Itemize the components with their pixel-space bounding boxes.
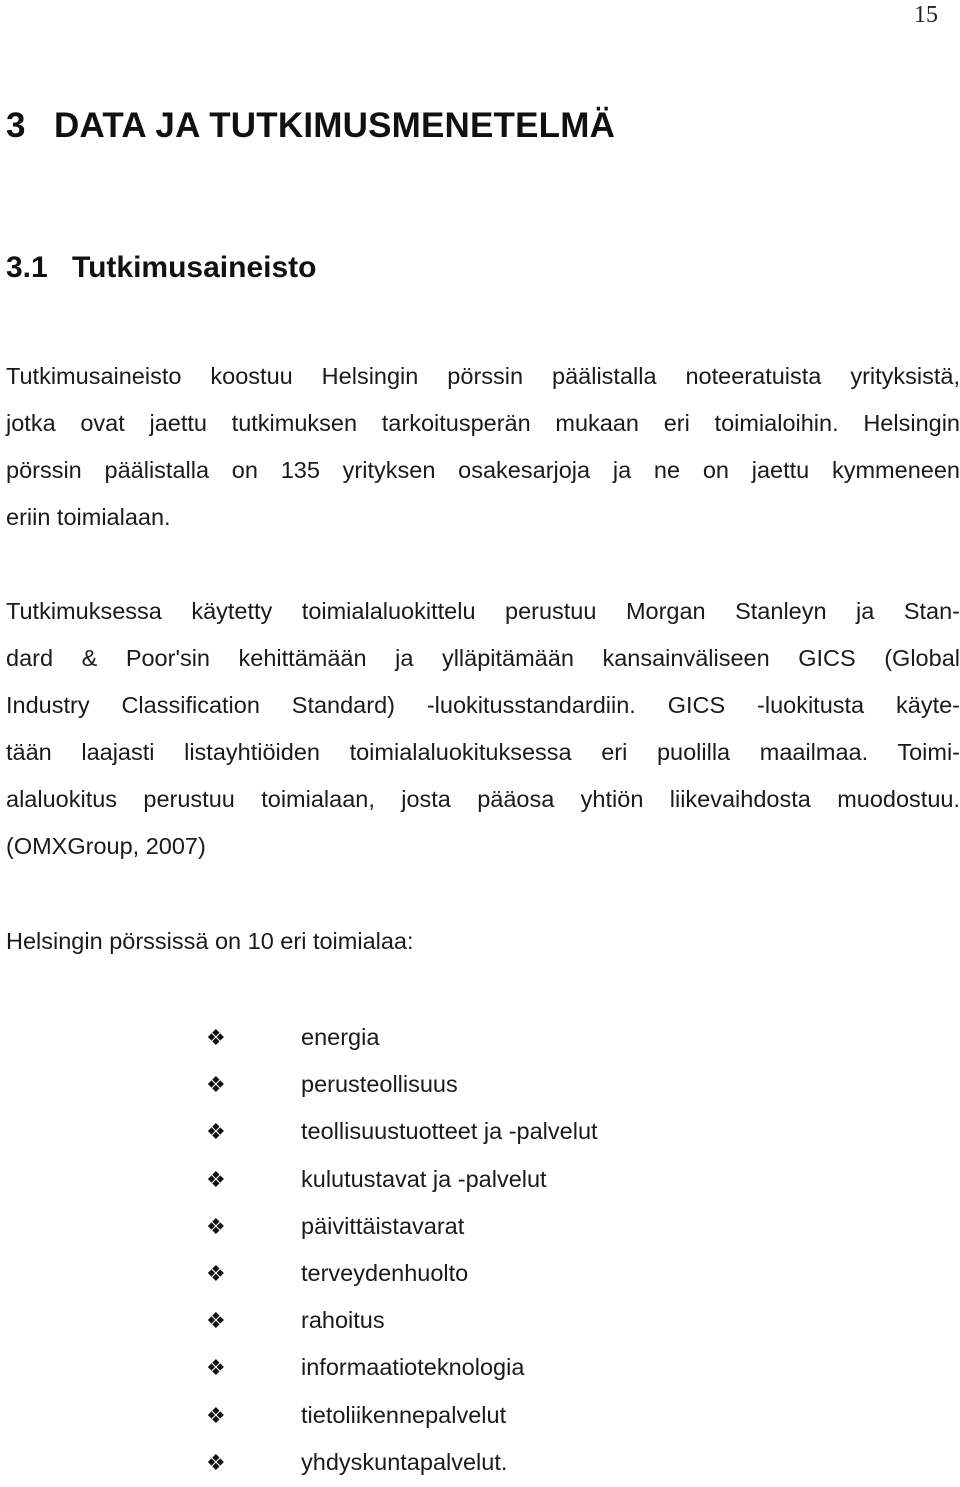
chapter-title-text: DATA JA TUTKIMUSMENETELMÄ: [54, 106, 616, 145]
industry-list-item: [206, 1061, 598, 1108]
section-number: 3.1: [6, 251, 48, 284]
industry-label: energia: [301, 1024, 380, 1050]
diamond-bullet-icon: ❖: [206, 1167, 226, 1193]
paragraph-line: jotka ovat jaettu tutkimuksen tarkoitusperän mukaan eri toimialoihin. Helsingin: [6, 410, 960, 436]
industry-list-item: [206, 1297, 598, 1344]
paragraph-line: alaluokitus perustuu toimialaan, josta pääosa yhtiön liikevaihdosta muodostuu.: [6, 786, 960, 812]
page-number: 15: [914, 2, 938, 28]
industry-label: yhdyskuntapalvelut.: [301, 1448, 508, 1475]
section-title-text: Tutkimusaineisto: [72, 251, 317, 284]
industry-list-item: [206, 1203, 598, 1250]
paragraph-line: Tutkimusaineisto koostuu Helsingin pörssin päälistalla noteeratuista yrityksistä,: [6, 363, 960, 389]
chapter-title: [6, 106, 615, 146]
paragraph-line: (OMXGroup, 2007): [6, 833, 206, 859]
paragraph-line: Tutkimuksessa käytetty toimialaluokittelu perustuu Morgan Stanleyn ja Stan-: [6, 598, 960, 624]
section-title: [6, 251, 316, 285]
diamond-bullet-icon: ❖: [206, 1356, 226, 1382]
paragraph-line: eriin toimialaan.: [6, 504, 171, 530]
industry-label: rahoitus: [301, 1307, 385, 1334]
industry-label: perusteollisuus: [301, 1071, 458, 1098]
paragraph-line: pörssin päälistalla on 135 yrityksen osakesarjoja ja ne on jaettu kymmeneen: [6, 457, 960, 483]
industry-label: informaatioteknologia: [301, 1354, 525, 1381]
industry-label: päivittäistavarat: [301, 1212, 465, 1239]
paragraph-industry-intro: [6, 918, 960, 965]
diamond-bullet-icon: ❖: [206, 1403, 226, 1429]
paragraph-line: Helsingin pörssissä on 10 eri toimialaa:: [6, 928, 414, 954]
industry-list-item: [206, 1392, 598, 1439]
industry-list-item: [206, 1250, 598, 1297]
industry-list-item: [206, 1344, 598, 1391]
diamond-bullet-icon: ❖: [206, 1261, 226, 1287]
paragraph-line: tään laajasti listayhtiöiden toimialaluokituksessa eri puolilla maailmaa. Toimi-: [6, 739, 960, 765]
diamond-bullet-icon: ❖: [206, 1450, 226, 1476]
chapter-number: 3: [6, 106, 26, 145]
industry-list: [206, 1014, 598, 1486]
diamond-bullet-icon: ❖: [206, 1214, 226, 1240]
industry-list-item: [206, 1439, 598, 1486]
paragraph-line: dard & Poor'sin kehittämään ja ylläpitämään kansainväliseen GICS (Global: [6, 645, 960, 671]
paragraph-research-data: [6, 353, 960, 541]
diamond-bullet-icon: ❖: [206, 1073, 226, 1099]
industry-label: tietoliikennepalvelut: [301, 1401, 507, 1428]
diamond-bullet-icon: ❖: [206, 1026, 226, 1051]
industry-list-item: [206, 1014, 598, 1061]
industry-list-item: [206, 1156, 598, 1203]
paragraph-line: Industry Classification Standard) -luokitusstandardiin. GICS -luokitusta käyte-: [6, 692, 960, 718]
diamond-bullet-icon: ❖: [206, 1120, 226, 1146]
industry-label: kulutustavat ja -palvelut: [301, 1165, 547, 1192]
industry-label: teollisuustuotteet ja -palvelut: [301, 1118, 598, 1145]
paragraph-gics-classification: [6, 588, 960, 870]
diamond-bullet-icon: ❖: [206, 1309, 226, 1335]
industry-list-item: [206, 1108, 598, 1155]
industry-label: terveydenhuolto: [301, 1259, 469, 1286]
